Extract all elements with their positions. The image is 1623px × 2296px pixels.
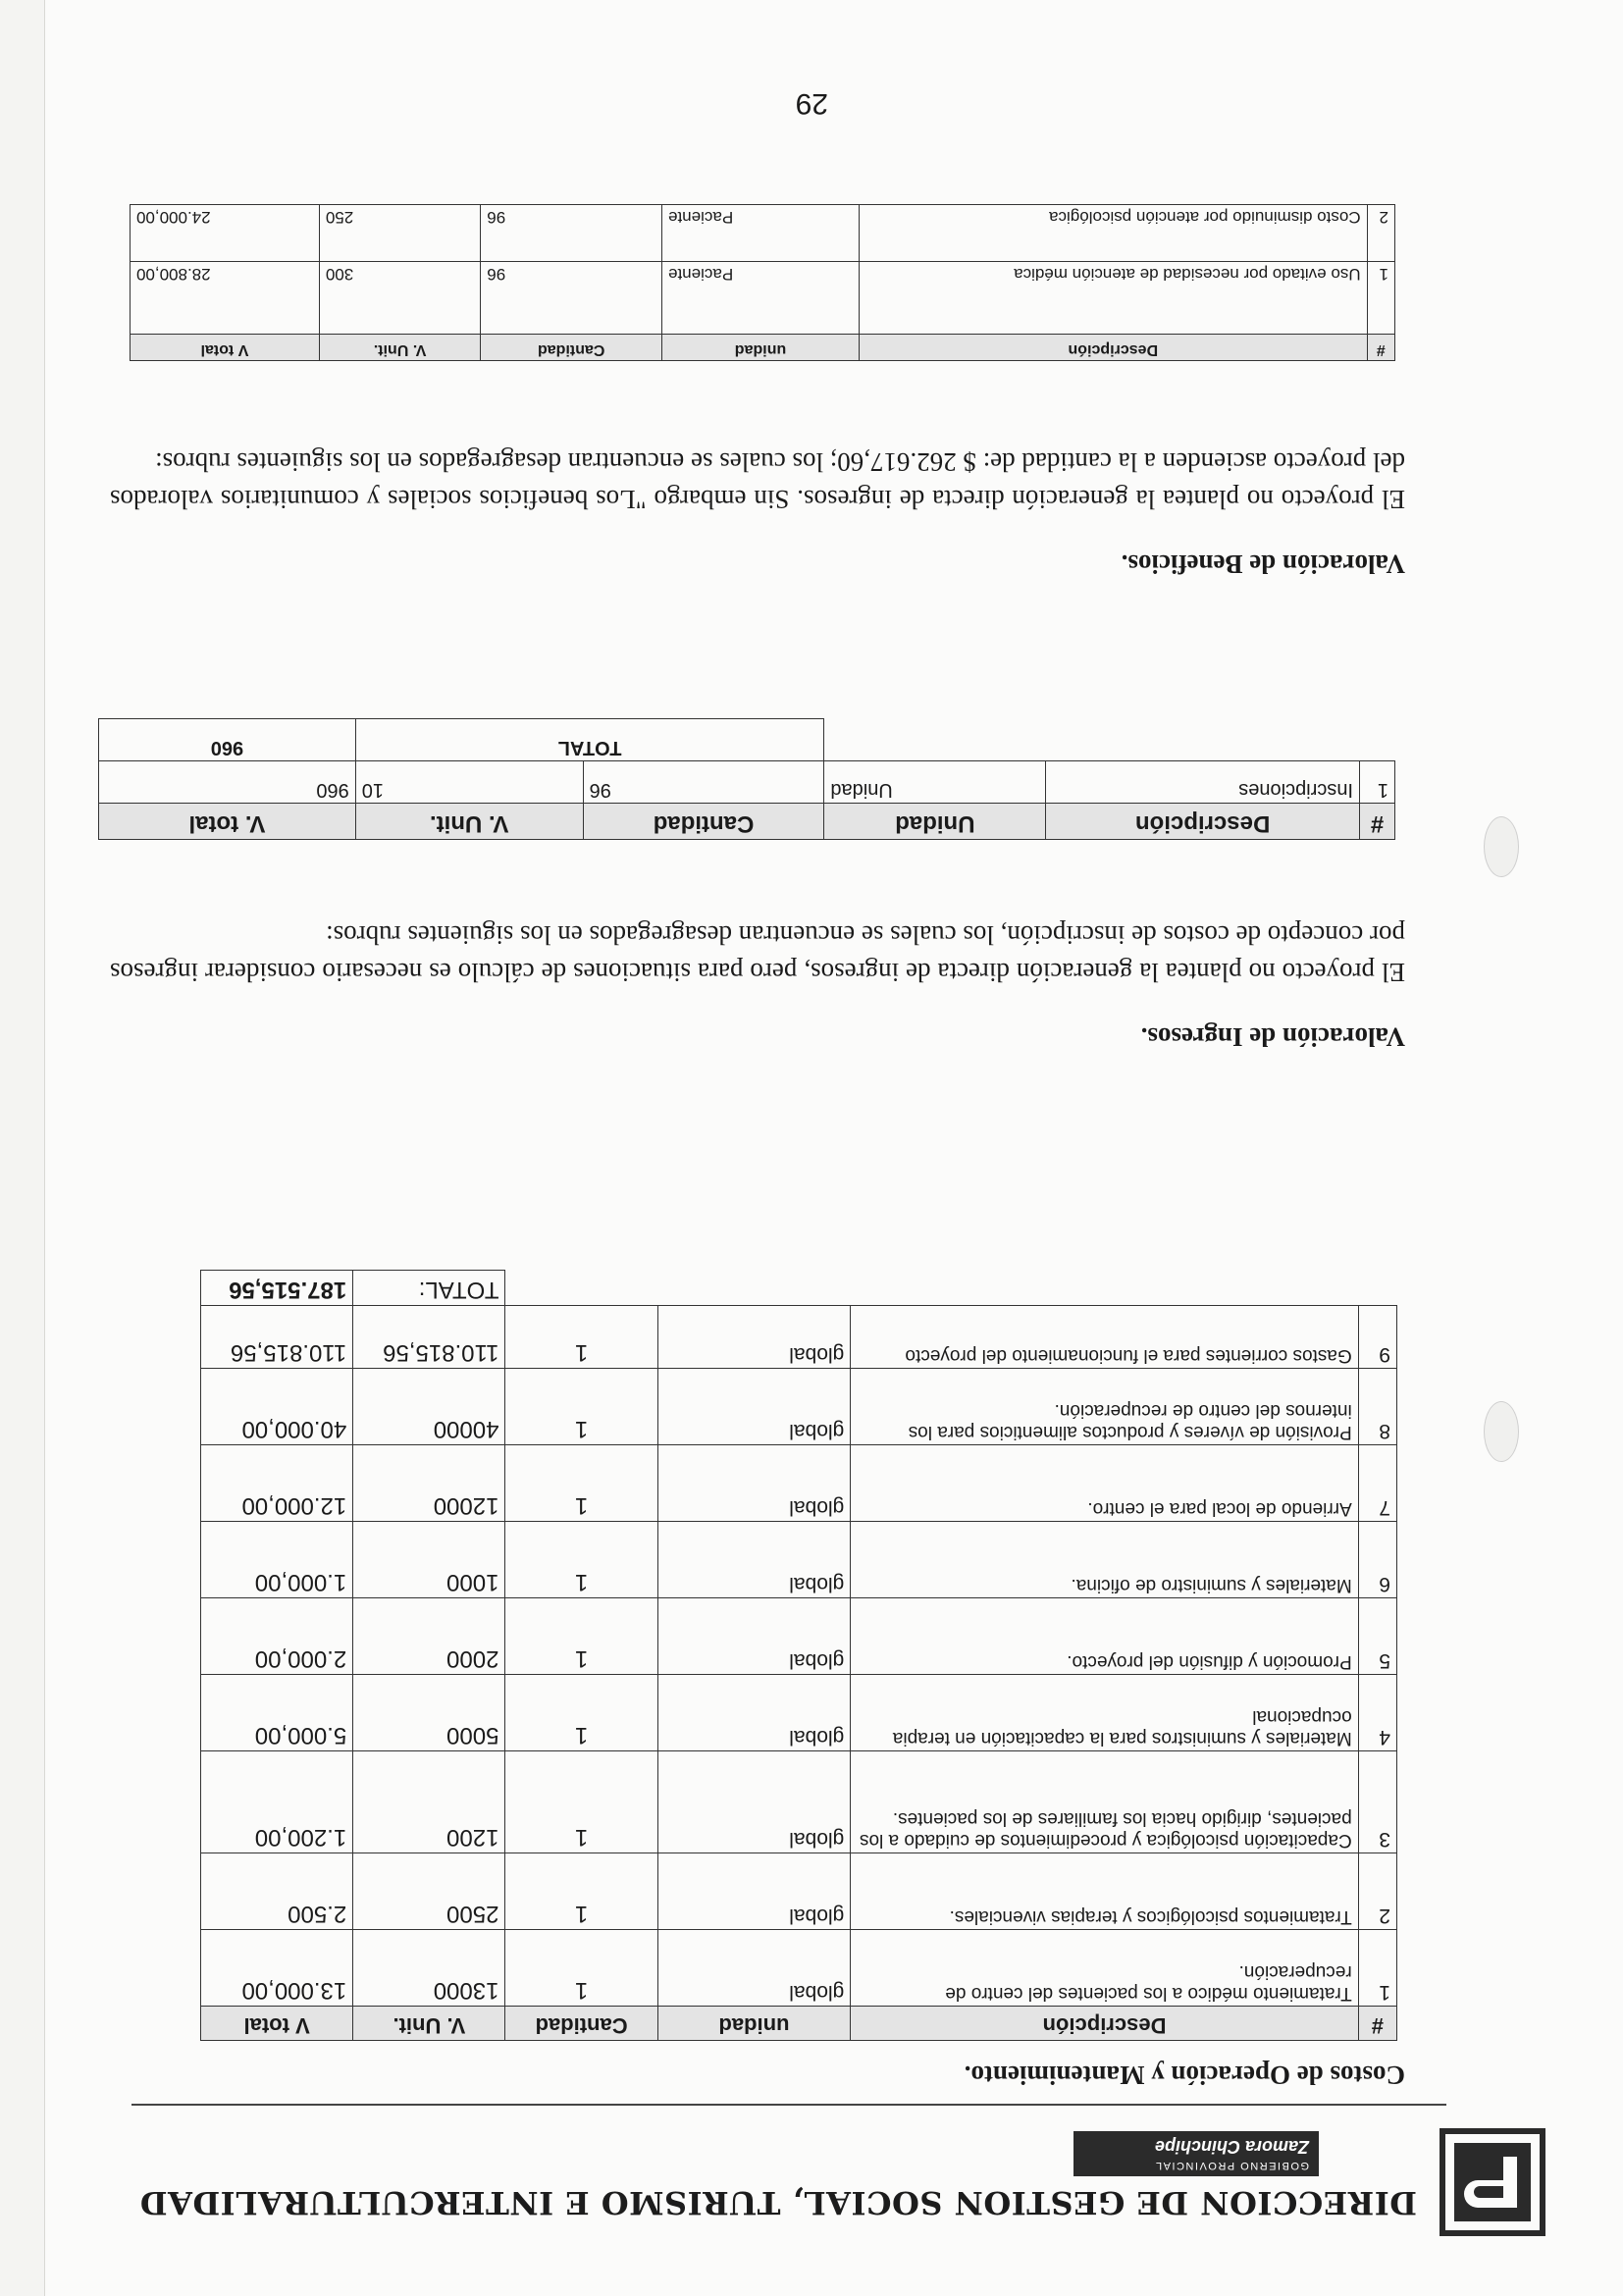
table-row <box>201 1751 1397 1853</box>
row-description: Arriendo de local para el centro. <box>851 1445 1358 1522</box>
row-description: Costo disminuido por atención psicológica <box>859 205 1367 262</box>
row-description: Tratamiento médico a los pacientes del centro de recuperación. <box>851 1930 1358 2007</box>
gob-badge-line1: GOBIERNO PROVINCIAL <box>1154 2160 1309 2171</box>
row-unit: global <box>657 1522 851 1598</box>
row-index: 1 <box>1367 262 1394 335</box>
row-total-value: 24.000,00 <box>131 205 320 262</box>
col-header: Unidad <box>824 804 1046 840</box>
table-row <box>201 1853 1397 1930</box>
row-quantity: 96 <box>481 205 662 262</box>
table-row <box>131 205 1395 262</box>
row-unit: global <box>657 1369 851 1445</box>
row-total-value: 5.000,00 <box>201 1675 353 1751</box>
row-unit: global <box>657 1930 851 2007</box>
row-total-value: 28.800,00 <box>131 262 320 335</box>
row-index: 2 <box>1367 205 1394 262</box>
row-index: 9 <box>1358 1306 1396 1369</box>
row-index: 4 <box>1358 1675 1396 1751</box>
row-unit-value: 13000 <box>353 1930 505 2007</box>
row-unit-value: 300 <box>319 262 480 335</box>
col-header: # <box>1358 2007 1396 2041</box>
row-index: 2 <box>1358 1853 1396 1930</box>
col-header: Cantidad <box>505 2007 657 2041</box>
page-number: 29 <box>795 87 828 120</box>
header-divider <box>131 2104 1446 2106</box>
row-description: Inscripciones <box>1046 761 1360 804</box>
costos-heading: Costos de Operación y Mantenimiento. <box>964 2061 1405 2090</box>
row-quantity: 1 <box>505 1306 657 1369</box>
total-label: TOTAL <box>355 719 824 761</box>
punch-hole <box>1484 816 1519 877</box>
ingresos-heading: Valoración de Ingresos. <box>1140 1022 1405 1052</box>
row-total-value: 1.000,00 <box>201 1522 353 1598</box>
document-header <box>53 2119 1564 2237</box>
col-header: Descripción <box>859 335 1367 361</box>
row-unit: global <box>657 1598 851 1675</box>
row-description: Provisión de víveres y productos alimenticios para los internos del centro de recuperación. <box>851 1369 1358 1445</box>
total-value: 187.515,56 <box>201 1271 353 1306</box>
row-quantity: 1 <box>505 1522 657 1598</box>
row-unit: global <box>657 1853 851 1930</box>
row-description: Tratamientos psicológicos y terapias vivenciales. <box>851 1853 1358 1930</box>
row-unit-value: 40000 <box>353 1369 505 1445</box>
total-label: TOTAL: <box>353 1271 505 1306</box>
row-index: 5 <box>1358 1598 1396 1675</box>
row-quantity: 1 <box>505 1675 657 1751</box>
col-header: # <box>1360 804 1395 840</box>
row-index: 8 <box>1358 1369 1396 1445</box>
row-quantity: 1 <box>505 1751 657 1853</box>
col-header: Descripción <box>1046 804 1360 840</box>
beneficios-paragraph: El proyecto no plantea la generación directa de ingresos. Sin embargo "Los beneficios sociales y comunitarios valorados del proyecto ascienden a la cantidad de: $ 262.617,60; los cuales se encuentran desagregados en los siguientes rubros: <box>110 447 1405 514</box>
table-row <box>201 1369 1397 1445</box>
row-unit-value: 12000 <box>353 1445 505 1522</box>
row-unit-value: 5000 <box>353 1675 505 1751</box>
ingresos-table <box>98 718 1395 840</box>
row-total-value: 960 <box>99 761 356 804</box>
row-unit-value: 1200 <box>353 1751 505 1853</box>
provincial-logo-icon <box>1439 2127 1546 2237</box>
table-row <box>99 761 1395 804</box>
col-header: V total <box>131 335 320 361</box>
row-description: Capacitación psicológica y procedimientos de cuidado a los pacientes, dirigido hacia los familiares de los pacientes. <box>851 1751 1358 1853</box>
table-row <box>131 262 1395 335</box>
col-header: unidad <box>662 335 860 361</box>
row-unit: global <box>657 1306 851 1369</box>
row-unit-value: 2500 <box>353 1853 505 1930</box>
row-unit-value: 2000 <box>353 1598 505 1675</box>
punch-hole <box>1484 1401 1519 1462</box>
col-header: V. Unit. <box>355 804 583 840</box>
row-description: Materiales y suministros para la capacitación en terapia ocupacional <box>851 1675 1358 1751</box>
table-row <box>201 1598 1397 1675</box>
col-header: V. Unit. <box>319 335 480 361</box>
row-unit: global <box>657 1751 851 1853</box>
col-header: V. total <box>99 804 356 840</box>
row-unit: Paciente <box>662 262 860 335</box>
beneficios-header-row <box>131 335 1395 361</box>
row-unit: global <box>657 1675 851 1751</box>
row-quantity: 1 <box>505 1598 657 1675</box>
col-header: V. Unit. <box>353 2007 505 2041</box>
row-index: 6 <box>1358 1522 1396 1598</box>
row-index: 1 <box>1358 1930 1396 2007</box>
costos-table <box>200 1270 1397 2041</box>
row-description: Gastos corrientes para el funcionamiento del proyecto <box>851 1306 1358 1369</box>
table-row <box>201 1675 1397 1751</box>
row-description: Promoción y difusión del proyecto. <box>851 1598 1358 1675</box>
row-total-value: 12.000,00 <box>201 1445 353 1522</box>
row-unit-value: 1000 <box>353 1522 505 1598</box>
col-header: V total <box>201 2007 353 2041</box>
header-title: DIRECCION DE GESTION SOCIAL, TURISMO E INTERCULTURALIDAD <box>139 2184 1417 2221</box>
table-row <box>201 1445 1397 1522</box>
row-total-value: 2.500 <box>201 1853 353 1930</box>
row-unit-value: 110.815,56 <box>353 1306 505 1369</box>
row-total-value: 40.000,00 <box>201 1369 353 1445</box>
row-unit-value: 10 <box>355 761 583 804</box>
scan-edge <box>0 0 45 2296</box>
table-row <box>201 1522 1397 1598</box>
row-unit: Unidad <box>824 761 1046 804</box>
row-index: 7 <box>1358 1445 1396 1522</box>
row-quantity: 1 <box>505 1369 657 1445</box>
row-total-value: 2.000,00 <box>201 1598 353 1675</box>
ingresos-paragraph: El proyecto no planteа la generación directa de ingresos, pero para situaciones de cálculo es necesario considerar ingresos por concepto de costos de inscripción, los cuales se encuentran desagregados en los siguientes rubros: <box>110 920 1405 987</box>
row-description: Materiales y suministro de oficina. <box>851 1522 1358 1598</box>
row-quantity: 96 <box>481 262 662 335</box>
row-total-value: 1.200,00 <box>201 1751 353 1853</box>
total-row <box>99 719 1395 761</box>
gob-badge <box>1073 2131 1319 2176</box>
table-row <box>201 1930 1397 2007</box>
ingresos-header-row <box>99 804 1395 840</box>
row-index: 1 <box>1360 761 1395 804</box>
col-header: # <box>1367 335 1394 361</box>
col-header: unidad <box>657 2007 851 2041</box>
total-row <box>201 1271 1397 1306</box>
total-value: 960 <box>99 719 356 761</box>
row-quantity: 1 <box>505 1853 657 1930</box>
row-unit: Paciente <box>662 205 860 262</box>
row-total-value: 110.815,56 <box>201 1306 353 1369</box>
gob-badge-line2: Zamora Chinchipe <box>1154 2137 1309 2157</box>
row-total-value: 13.000,00 <box>201 1930 353 2007</box>
table-row <box>201 1306 1397 1369</box>
col-header: Descripción <box>851 2007 1358 2041</box>
row-index: 3 <box>1358 1751 1396 1853</box>
row-quantity: 96 <box>583 761 824 804</box>
beneficios-table <box>130 204 1395 361</box>
row-quantity: 1 <box>505 1930 657 2007</box>
row-quantity: 1 <box>505 1445 657 1522</box>
row-unit: global <box>657 1445 851 1522</box>
beneficios-heading: Valoración de Beneficios. <box>1121 549 1405 579</box>
row-description: Uso evitado por necesidad de atención médica <box>859 262 1367 335</box>
col-header: Cantidad <box>583 804 824 840</box>
row-unit-value: 250 <box>319 205 480 262</box>
costos-header-row <box>201 2007 1397 2041</box>
col-header: Cantidad <box>481 335 662 361</box>
